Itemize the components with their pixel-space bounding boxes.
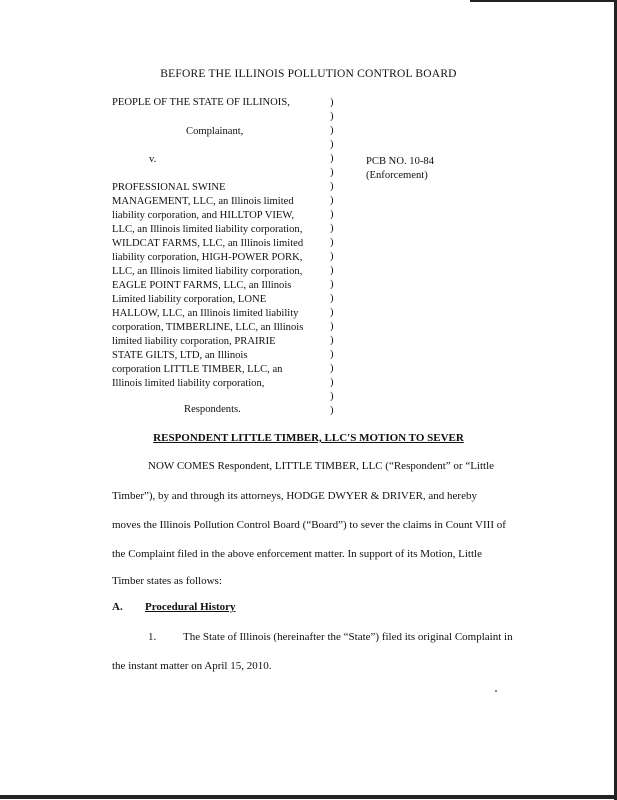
- paren: ): [330, 391, 334, 402]
- case-number: PCB NO. 10-84: [366, 156, 434, 167]
- paragraph-line: NOW COMES Respondent, LITTLE TIMBER, LLC (“Respondent” or “Little: [148, 460, 495, 472]
- paren: ): [330, 125, 334, 136]
- board-title: BEFORE THE ILLINOIS POLLUTION CONTROL BOARD: [160, 68, 457, 80]
- caption-line: WILDCAT FARMS, LLC, an Illinois limited: [112, 238, 304, 249]
- caption-line: PEOPLE OF THE STATE OF ILLINOIS,: [112, 97, 290, 108]
- paren: ): [330, 405, 334, 416]
- paren: ): [330, 139, 334, 150]
- paragraph-line: moves the Illinois Pollution Control Board (“Board”) to sever the claims in Count VIII of: [112, 519, 506, 531]
- caption-line: Complainant,: [186, 126, 244, 137]
- caption-line: liability corporation, and HILLTOP VIEW,: [112, 210, 295, 221]
- paren: ): [330, 377, 334, 388]
- caption-line: limited liability corporation, PRAIRIE: [112, 336, 276, 347]
- caption-line: Illinois limited liability corporation,: [112, 378, 265, 389]
- caption-line: LLC, an Illinois limited liability corporation,: [112, 266, 303, 277]
- section-letter: A.: [112, 601, 123, 613]
- paren: ): [330, 335, 334, 346]
- paren: ): [330, 111, 334, 122]
- caption-line: Limited liability corporation, LONE: [112, 294, 267, 305]
- caption-line: PROFESSIONAL SWINE: [112, 182, 226, 193]
- scan-speck: [495, 690, 497, 692]
- motion-title-text: RESPONDENT LITTLE TIMBER, LLC'S MOTION TO SEVER: [153, 432, 464, 444]
- caption-line: liability corporation, HIGH-POWER PORK,: [112, 252, 303, 263]
- paren: ): [330, 181, 334, 192]
- paren: ): [330, 237, 334, 248]
- paren: ): [330, 293, 334, 304]
- scan-edge-top: [470, 0, 617, 2]
- caption-line: v.: [149, 154, 157, 165]
- scan-edge-bottom: [0, 795, 617, 799]
- paren: ): [330, 307, 334, 318]
- paragraph-line: Timber”), by and through its attorneys, HODGE DWYER & DRIVER, and hereby: [112, 490, 477, 502]
- caption-line: LLC, an Illinois limited liability corporation,: [112, 224, 303, 235]
- paren: ): [330, 251, 334, 262]
- paren: ): [330, 195, 334, 206]
- caption-line: STATE GILTS, LTD, an Illinois: [112, 350, 248, 361]
- caption-line: Respondents.: [184, 404, 241, 415]
- paren: ): [330, 349, 334, 360]
- paren: ): [330, 209, 334, 220]
- caption-line: MANAGEMENT, LLC, an Illinois limited: [112, 196, 294, 207]
- paragraph-line: Timber states as follows:: [112, 575, 222, 587]
- paren: ): [330, 265, 334, 276]
- caption-line: corporation, TIMBERLINE, LLC, an Illinois: [112, 322, 304, 333]
- caption-line: EAGLE POINT FARMS, LLC, an Illinois: [112, 280, 292, 291]
- paragraph-line: the Complaint filed in the above enforcement matter. In support of its Motion, Little: [112, 548, 482, 560]
- paren: ): [330, 97, 334, 108]
- section-heading: [112, 601, 236, 613]
- paren: ): [330, 153, 334, 164]
- section-heading-text: Procedural History: [145, 601, 236, 613]
- case-type: (Enforcement): [366, 170, 428, 181]
- caption-line: corporation LITTLE TIMBER, LLC, an: [112, 364, 283, 375]
- case-number-block: [366, 155, 434, 183]
- motion-title: [0, 432, 617, 444]
- item-number: 1.: [148, 631, 157, 643]
- paren: ): [330, 321, 334, 332]
- caption-line: HALLOW, LLC, an Illinois limited liability: [112, 308, 299, 319]
- paren: ): [330, 167, 334, 178]
- paren: ): [330, 363, 334, 374]
- item-line: The State of Illinois (hereinafter the “State”) filed its original Complaint in: [183, 631, 513, 643]
- paren: ): [330, 279, 334, 290]
- paren: ): [330, 223, 334, 234]
- item-line: the instant matter on April 15, 2010.: [112, 660, 272, 672]
